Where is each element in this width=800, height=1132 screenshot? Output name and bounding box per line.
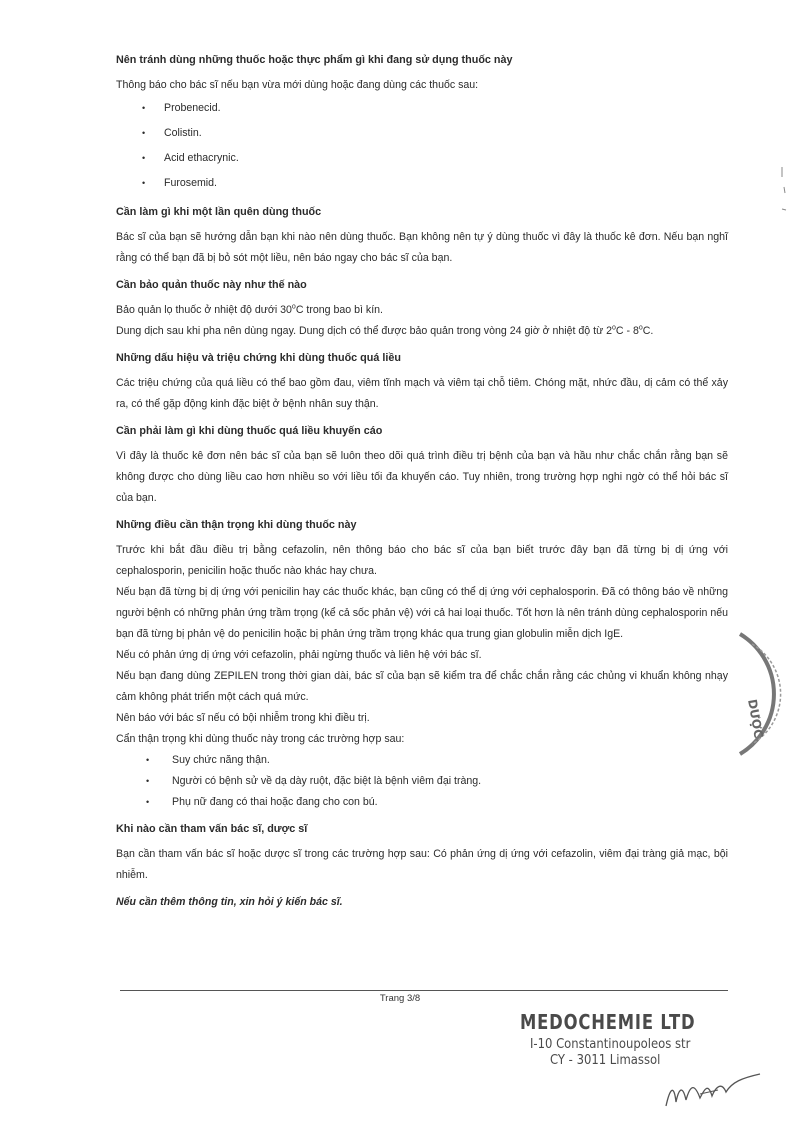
interaction-drug-list: [116, 96, 728, 196]
list-item: • Probenecid.: [116, 96, 728, 121]
section-heading-overdose-signs: Những dấu hiệu và triệu chứng khi dùng thuốc quá liều: [116, 352, 401, 364]
list-item: • Furosemid.: [116, 171, 728, 196]
stamp-address: I-10 Constantinoupoleos str: [530, 1036, 691, 1052]
precautions-paragraph: Nên báo với bác sĩ nếu có bội nhiễm trong khi điều trị.: [116, 712, 370, 724]
signature-mark: [660, 1068, 770, 1118]
seal-text: DƯỢC: [745, 698, 766, 740]
margin-marks: [776, 165, 790, 225]
precautions-paragraph: Nếu có phản ứng dị ứng với cefazolin, phải ngừng thuốc và liên hệ với bác sĩ.: [116, 649, 482, 661]
final-note: Nếu cần thêm thông tin, xin hỏi ý kiến bác sĩ.: [116, 896, 343, 908]
pharmacy-seal: [700, 630, 790, 760]
overdose-signs-text: Các triệu chứng của quá liều có thể bao gồm đau, viêm tĩnh mạch và viêm tại chỗ tiêm. Chóng mặt, nhức đầu, dị cảm có thể xảy ra, có thể gặp động kinh đặc biệt ở bệnh nhân suy thận.: [116, 377, 728, 410]
precautions-paragraph: Nếu bạn đã từng bị dị ứng với penicilin hay các thuốc khác, bạn cũng có thể dị ứng với cephalosporin. Đã có thông báo về những người bệnh có những phản ứng trầm trọng (kể cả sốc phản vệ) với cả hai loại thuốc. Tốt hơn là nên tránh dùng cephalosporin nếu bạn đã từng bị phản vệ do penicilin hoặc bị phản ứng trầm trọng khác qua trung gian globulin miễn dịch IgE.: [116, 586, 729, 640]
page-number: Trang 3/8: [379, 993, 421, 1004]
list-item: • Phụ nữ đang có thai hoặc đang cho con bú.: [116, 792, 728, 813]
interactions-intro: Thông báo cho bác sĩ nếu bạn vừa mới dùng hoặc đang dùng các thuốc sau:: [116, 79, 479, 91]
company-stamp: [520, 1010, 720, 1068]
consult-text: Bạn cần tham vấn bác sĩ hoặc dược sĩ trong các trường hợp sau: Có phản ứng dị ứng với cefazolin, viêm đại tràng giả mạc, bội nhiễm.: [116, 848, 728, 881]
stamp-city: CY - 3011 Limassol: [550, 1052, 661, 1068]
footer-divider: [120, 990, 728, 991]
overdose-action-text: Vì đây là thuốc kê đơn nên bác sĩ của bạn sẽ luôn theo dõi quá trình điều trị bệnh của bạn và hầu như chắc chắn rằng bạn sẽ không được cho dùng liều cao hơn nhiều so với liều tối đa khuyến cáo. Tuy nhiên, trong trường hợp nghi ngờ có thể hỏi bác sĩ của bạn.: [116, 450, 728, 504]
precautions-paragraph: Cẩn thận trọng khi dùng thuốc này trong các trường hợp sau:: [116, 733, 405, 745]
section-heading-consult: Khi nào cần tham vấn bác sĩ, dược sĩ: [116, 823, 308, 835]
list-item: • Acid ethacrynic.: [116, 146, 728, 171]
missed-dose-text: Bác sĩ của bạn sẽ hướng dẫn bạn khi nào nên dùng thuốc. Bạn không nên tự ý dùng thuốc vì đây là thuốc kê đơn. Nếu bạn nghĩ rằng có thể bạn đã bị bỏ sót một liều, nên báo ngay cho bác sĩ của bạn.: [116, 231, 728, 264]
section-heading-overdose-action: Cần phải làm gì khi dùng thuốc quá liều khuyến cáo: [116, 425, 383, 437]
precautions-list: [116, 750, 728, 813]
section-heading-storage: Cần bảo quản thuốc này như thế nào: [116, 279, 307, 291]
list-item: • Suy chức năng thận.: [116, 750, 728, 771]
list-item: • Người có bệnh sử về dạ dày ruột, đặc biệt là bệnh viêm đại tràng.: [116, 771, 728, 792]
storage-line-2: Dung dịch sau khi pha nên dùng ngay. Dung dịch có thể được bảo quản trong vòng 24 giờ ở nhiệt độ từ 2$^o$C - 8$^o$C.: [116, 324, 654, 337]
storage-line-1: Bảo quản lọ thuốc ở nhiệt độ dưới 30$^o$C trong bao bì kín.: [116, 303, 383, 316]
section-heading-precautions: Những điều cần thận trọng khi dùng thuốc này: [116, 519, 357, 531]
section-heading-interactions: Nên tránh dùng những thuốc hoặc thực phẩm gì khi đang sử dụng thuốc này: [116, 54, 513, 66]
stamp-company-name: MEDOCHEMIE LTD: [520, 1010, 696, 1034]
precautions-paragraph: Trước khi bắt đầu điều trị bằng cefazolin, nên thông báo cho bác sĩ của bạn biết trước đây bạn đã từng bị dị ứng với cephalosporin, penicilin hoặc thuốc nào khác hay chưa.: [116, 544, 728, 577]
section-heading-missed-dose: Cần làm gì khi một lần quên dùng thuốc: [116, 206, 322, 218]
list-item: • Colistin.: [116, 121, 728, 146]
precautions-paragraph: Nếu bạn đang dùng ZEPILEN trong thời gian dài, bác sĩ của bạn sẽ kiểm tra để chắc chắn rằng các chủng vi khuẩn không nhạy cảm không phát triển một cách quá mức.: [116, 670, 728, 703]
leaflet-body: [116, 50, 728, 913]
